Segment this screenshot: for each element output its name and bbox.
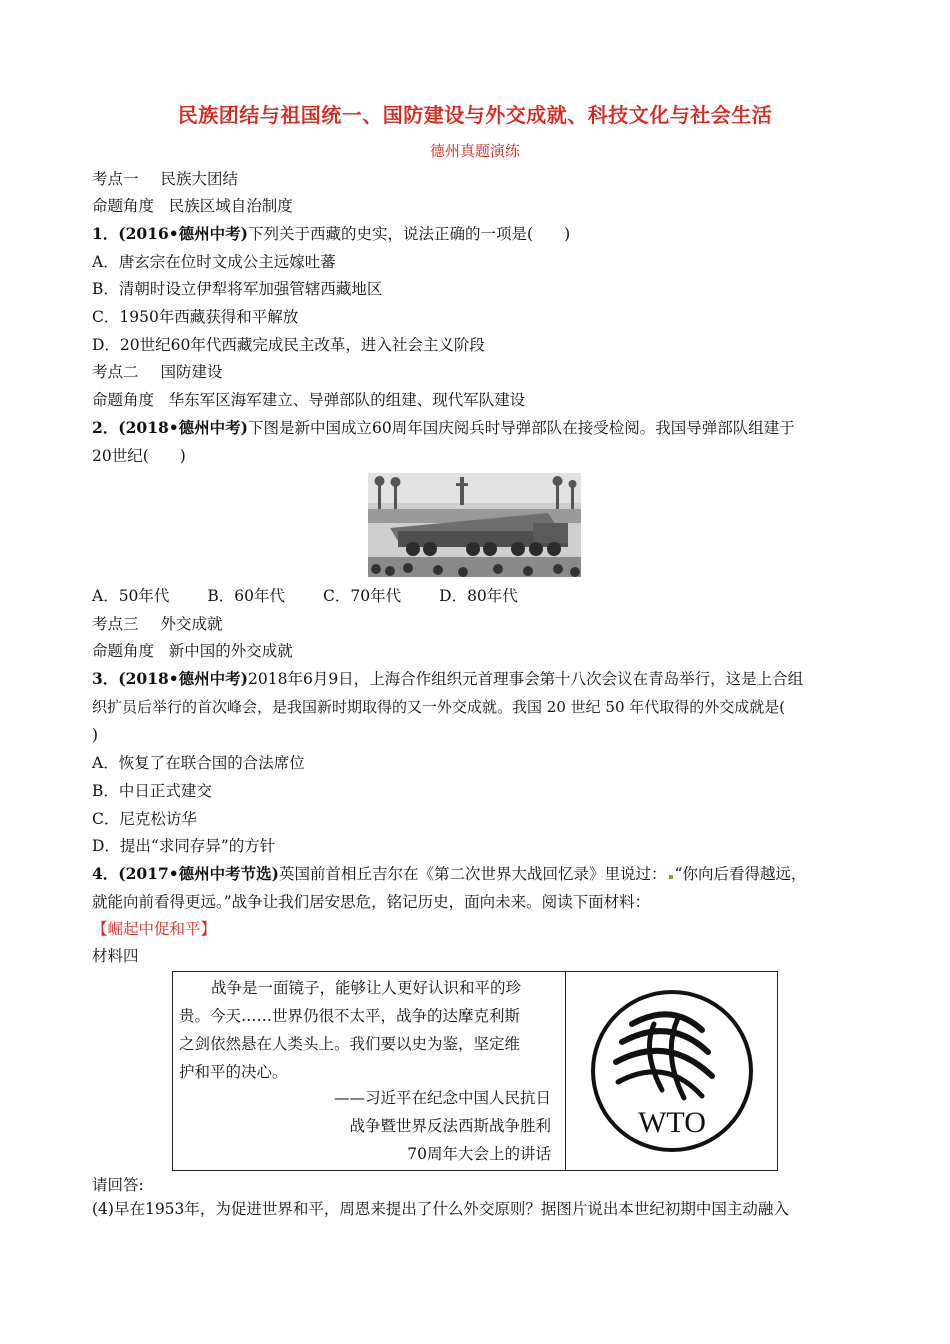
answer-prompt: 请回答: <box>92 1176 144 1194</box>
quote-line: 贵。今天……世界仍很不太平，战争的达摩克利斯 <box>179 1007 521 1025</box>
quote-line: 之剑依然悬在人类头上。我们要以史为鉴，坚定维 <box>179 1035 521 1053</box>
angle-label: 命题角度 <box>92 197 155 215</box>
section-3-header <box>92 614 223 634</box>
attribution-line: 战争暨世界反法西斯战争胜利 <box>349 1117 551 1135</box>
page-title: 民族团结与祖国统一、国防建设与外交成就、科技文化与社会生活 <box>177 103 773 127</box>
option-c: C．1950年西藏获得和平解放 <box>92 308 299 326</box>
section-3-angle <box>92 641 293 661</box>
question-source: (2018•德州中考) <box>118 669 249 688</box>
quote-line: 战争是一面镜子，能够让人更好认识和平的珍 <box>211 979 522 997</box>
question-source: (2018•德州中考) <box>118 418 249 437</box>
option-c: C．尼克松访华 <box>92 810 197 828</box>
angle-text: 华东军区海军建立、导弹部队的组建、现代军队建设 <box>168 391 526 409</box>
section-label: 考点二 <box>92 363 139 381</box>
question-text: 下列关于西藏的史实，说法正确的一项是( ) <box>248 225 571 243</box>
question-2-stem-cont: 20世纪( ) <box>92 447 186 465</box>
question-3-stem <box>92 669 803 689</box>
wto-logo-text: WTO <box>638 1106 706 1139</box>
quote-text <box>179 974 559 1086</box>
question-1-stem <box>92 224 570 244</box>
marker-dot <box>669 875 673 879</box>
section-2-header <box>92 362 223 382</box>
attribution-line: ——习近平在纪念中国人民抗日 <box>333 1089 551 1107</box>
section-label: 考点三 <box>92 615 139 633</box>
material-table <box>172 971 778 1171</box>
question-source: (2017•德州中考节选) <box>118 864 280 883</box>
angle-text: 民族区域自治制度 <box>168 197 293 215</box>
question-number: 4． <box>92 864 119 883</box>
section-name: 国防建设 <box>160 363 223 381</box>
section-name: 民族大团结 <box>160 170 239 188</box>
page-subtitle: 德州真题演练 <box>429 142 520 160</box>
quote-cell <box>173 972 566 1170</box>
angle-text: 新中国的外交成就 <box>168 642 293 660</box>
section-1-angle <box>92 196 293 216</box>
angle-label: 命题角度 <box>92 391 155 409</box>
section-2-angle <box>92 390 525 410</box>
question-number: 2． <box>92 418 119 437</box>
question-text-cont: “你向后看得越远， <box>674 865 807 883</box>
question-number: 3． <box>92 669 119 688</box>
question-4-stem <box>92 864 806 884</box>
section-label: 考点一 <box>92 170 139 188</box>
question-2-stem <box>92 418 795 438</box>
option-b: B．中日正式建交 <box>92 782 212 800</box>
question-source: (2016•德州中考) <box>118 224 249 243</box>
quote-line: 护和平的决心。 <box>179 1063 288 1081</box>
option-a: A．50年代 <box>92 587 170 605</box>
wto-logo-cell <box>566 972 777 1170</box>
question-text: 2018年6月9日，上海合作组织元首理事会第十八次会议在青岛举行，这是上合组 <box>248 670 804 688</box>
option-b: B．清朝时设立伊犁将军加强管辖西藏地区 <box>92 280 383 298</box>
material-heading: 【崛起中促和平】 <box>92 920 217 938</box>
question-2-options <box>92 586 556 606</box>
section-name: 外交成就 <box>160 615 223 633</box>
question-number: 1． <box>92 224 119 243</box>
angle-label: 命题角度 <box>92 642 155 660</box>
question-text: 英国前首相丘吉尔在《第二次世界大战回忆录》里说过： <box>279 865 667 883</box>
question-3-stem-cont: 织扩员后举行的首次峰会，是我国新时期取得的又一外交成就。我国 20 世纪 50 年代取得的外交成就是( <box>92 698 786 716</box>
option-a: A．唐玄宗在位时文成公主远嫁吐蕃 <box>92 253 336 271</box>
option-b: B．60年代 <box>207 587 286 605</box>
section-1-header <box>92 169 238 189</box>
wto-logo-icon <box>566 972 777 1170</box>
option-c: C．70年代 <box>323 587 402 605</box>
material-label: 材料四 <box>92 947 139 965</box>
option-a: A．恢复了在联合国的合法席位 <box>92 754 305 772</box>
option-d: D．提出“求同存异”的方针 <box>92 837 276 855</box>
missile-parade-photo <box>368 473 581 577</box>
option-d: D．80年代 <box>439 587 518 605</box>
attribution-line: 70周年大会上的讲话 <box>407 1145 551 1163</box>
option-d: D．20世纪60年代西藏完成民主改革，进入社会主义阶段 <box>92 336 485 354</box>
question-3-stem-end: ) <box>92 726 99 744</box>
question-text: 下图是新中国成立60周年国庆阅兵时导弹部队在接受检阅。我国导弹部队组建于 <box>248 419 795 437</box>
missile-parade-image <box>368 473 581 577</box>
sub-question-4: (4)早在1953年，为促进世界和平，周恩来提出了什么外交原则？据图片说出本世纪初期中国主动融入 <box>92 1200 789 1218</box>
question-4-stem-cont: 就能向前看得更远。”战争让我们居安思危，铭记历史，面向未来。阅读下面材料： <box>92 893 651 911</box>
